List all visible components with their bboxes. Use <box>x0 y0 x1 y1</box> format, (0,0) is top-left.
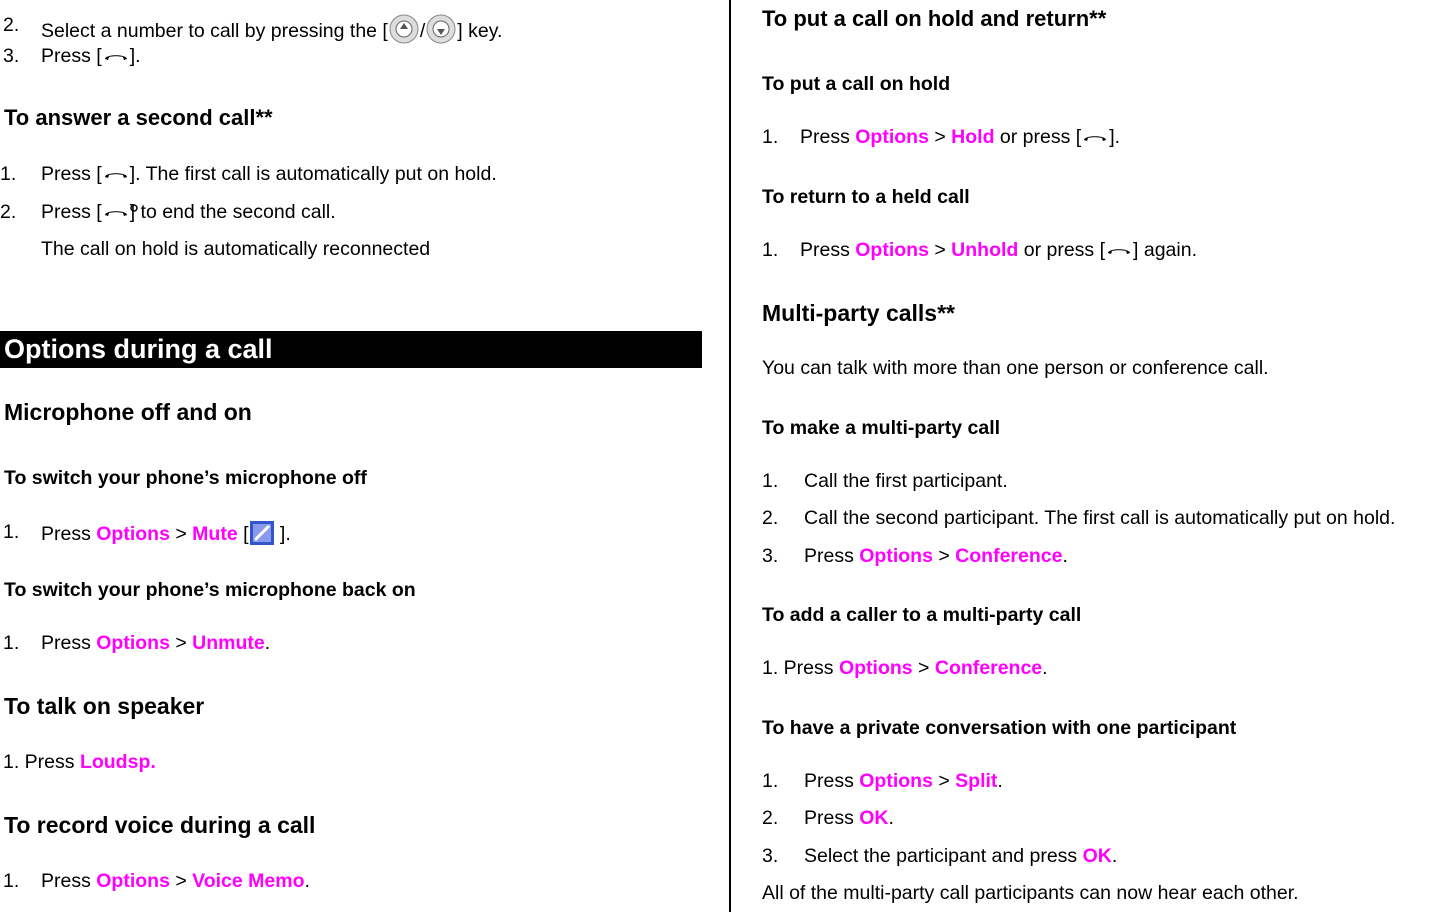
mute-icon <box>249 520 275 546</box>
procedure-heading: To add a caller to a multi-party call <box>762 604 1082 626</box>
subsection-heading: Microphone off and on <box>4 399 252 425</box>
step-number: 2. <box>762 507 779 529</box>
procedure-heading: To have a private conversation with one participant <box>762 717 1237 739</box>
record-step: Press Options > Voice Memo. <box>41 870 310 892</box>
nav-up-key-icon <box>388 13 420 45</box>
send-key-icon <box>1105 240 1133 260</box>
procedure-heading: To switch your phone’s microphone off <box>4 467 367 489</box>
subsection-heading: To talk on speaker <box>4 693 205 719</box>
unmute-step: Press Options > Unmute. <box>41 632 271 654</box>
procedure-heading: To return to a held call <box>762 186 970 208</box>
nav-down-key-icon <box>425 13 457 45</box>
step-number: 3. <box>3 45 20 67</box>
hold-step: Press Options > Hold or press [ ]. <box>800 126 1121 148</box>
section-heading: To put a call on hold and return** <box>762 6 1107 31</box>
step-number: 1. <box>3 521 20 543</box>
add-caller-step: 1. Press Options > Conference. <box>762 657 1048 679</box>
answer-second-call-step: Press [ ]. The first call is automatically put on hold. <box>41 163 497 185</box>
end-key-icon <box>102 202 130 222</box>
left-column <box>0 0 702 912</box>
select-participant-step: Select the participant and press OK. <box>804 845 1118 867</box>
split-step: Press Options > Split. <box>804 770 1003 792</box>
step-number: 1. <box>762 239 779 261</box>
end-second-call-step: Press [ ] to end the second call. <box>41 201 336 223</box>
send-key-icon <box>1081 127 1109 147</box>
select-number-step: Select a number to call by pressing the [ / ] key. <box>41 13 502 45</box>
subsection-heading: To record voice during a call <box>4 812 316 838</box>
section-heading: To answer a second call** <box>4 105 273 130</box>
right-column <box>731 0 1433 912</box>
procedure-heading: To make a multi-party call <box>762 417 1001 439</box>
mute-step: Press Options > Mute [ ]. <box>41 520 291 546</box>
step-number: 2. <box>0 201 17 223</box>
step-number: 3. <box>762 845 779 867</box>
step-number: 2. <box>3 14 20 36</box>
press-send-step: Press [ ]. <box>41 45 141 67</box>
step-number: 1. <box>3 870 20 892</box>
procedure-heading: To switch your phone’s microphone back on <box>4 579 416 601</box>
step-number: 1. <box>0 163 17 185</box>
send-key-icon <box>102 46 130 66</box>
step-number: 1. <box>762 470 779 492</box>
unhold-step: Press Options > Unhold or press [ ] again. <box>800 239 1197 261</box>
multi-step: Call the first participant. <box>804 470 1008 492</box>
step-number: 1. <box>762 770 779 792</box>
speaker-step: 1. Press Loudsp. <box>3 751 156 773</box>
description-text: You can talk with more than one person or conference call. <box>762 357 1269 379</box>
send-key-icon <box>102 164 130 184</box>
step-number: 1. <box>762 126 779 148</box>
step-number: 2. <box>762 807 779 829</box>
footer-note: All of the multi-party call participants can now hear each other. <box>762 882 1299 904</box>
step-number: 3. <box>762 545 779 567</box>
conference-step: Press Options > Conference. <box>804 545 1068 567</box>
subsection-heading: Multi-party calls** <box>762 300 955 326</box>
multi-step: Call the second participant. The first call is automatically put on hold. <box>804 507 1396 529</box>
procedure-heading: To put a call on hold <box>762 73 951 95</box>
section-banner: Options during a call <box>0 331 702 368</box>
note-text: The call on hold is automatically reconnected <box>41 238 431 260</box>
ok-step: Press OK. <box>804 807 894 829</box>
step-number: 1. <box>3 632 20 654</box>
